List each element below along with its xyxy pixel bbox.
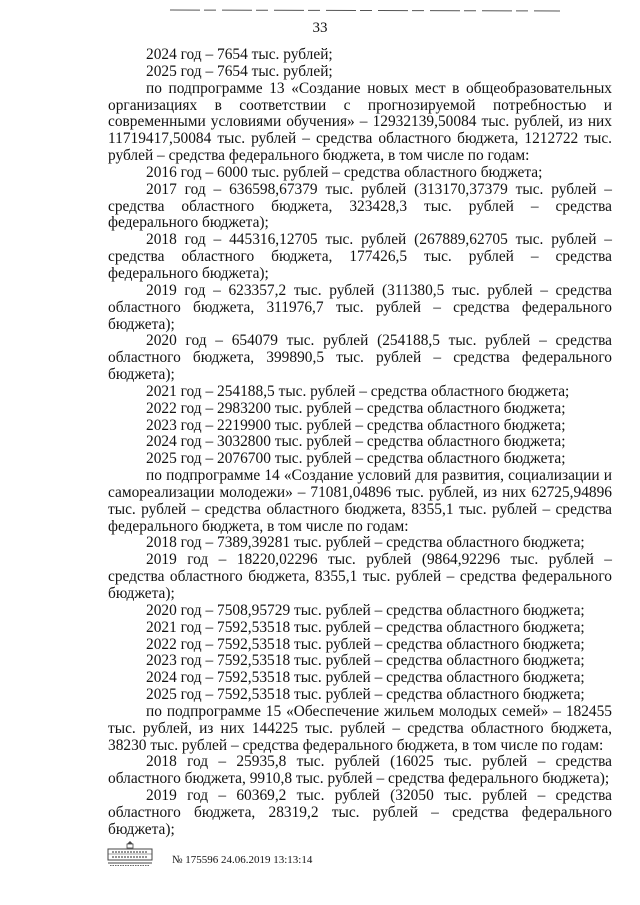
paragraph: 2020 год – 654079 тыс. рублей (254188,5 тыс. рублей – средства областного бюджета, 399890,5 тыс. рублей – средства федерального бюджета); [108, 332, 612, 384]
paragraph: 2019 год – 18220,02296 тыс. рублей (9864,92296 тыс. рублей – средства областного бюджета, 8355,1 тыс. рублей – средства федерального бюджета); [108, 551, 612, 602]
footer [106, 830, 406, 870]
document-body [108, 47, 612, 839]
paragraph: 2023 год – 2219900 тыс. рублей – средства областного бюджета; [146, 416, 566, 434]
page-number: 33 [312, 20, 328, 36]
paragraph: 2018 год – 25935,8 тыс. рублей (16025 тыс. рублей – средства областного бюджета, 9910,8 тыс. рублей – средства федерального бюджета); [108, 753, 612, 788]
paragraph: 2022 год – 7592,53518 тыс. рублей – средства областного бюджета; [146, 635, 585, 653]
paragraph: 2017 год – 636598,67379 тыс. рублей (313170,37379 тыс. рублей – средства областного бюджета, 323428,3 тыс. рублей – средства федерального бюджета); [108, 180, 612, 232]
paragraph: 2025 год – 2076700 тыс. рублей – средства областного бюджета; [146, 450, 566, 468]
paragraph: 2019 год – 623357,2 тыс. рублей (311380,5 тыс. рублей – средства областного бюджета, 311976,7 тыс. рублей – средства федерального бюджета); [108, 281, 612, 333]
paragraph: 2024 год – 7592,53518 тыс. рублей – средства областного бюджета; [146, 669, 585, 687]
document-id: № 175596 24.06.2019 13:13:14 [172, 854, 313, 866]
paragraph: по подпрограмме 15 «Обеспечение жильем молодых семей» – 182455 тыс. рублей, из них 144225 тыс. рублей – средства областного бюджета, 38230 тыс. рублей – средства федерального бюджета, в том числе по годам: [108, 702, 612, 754]
paragraph: по подпрограмме 13 «Создание новых мест в общеобразовательных организациях в соответствии с прогнозируемой потребностью и современными условиями обучения» – 12932139,50084 тыс. рублей, из них 11719417,50084 тыс. рублей – средства областного бюджета, 1212722 тыс. рублей – средства федерального бюджета, в том числе по годам: [108, 79, 612, 165]
paragraph: 2020 год – 7508,95729 тыс. рублей – средства областного бюджета; [146, 601, 585, 619]
paragraph: 2024 год – 7654 тыс. рублей; [146, 46, 333, 63]
paragraph: 2024 год – 3032800 тыс. рублей – средства областного бюджета; [146, 433, 566, 451]
paragraph: 2018 год – 7389,39281 тыс. рублей – средства областного бюджета; [146, 534, 585, 552]
paragraph: по подпрограмме 14 «Создание условий для развития, социализации и самореализации молодежи» – 71081,04896 тыс. рублей, из них 62725,94896 тыс. рублей – средства областного бюджета, 8355,1 тыс. рублей – средства федерального бюджета, в том числе по годам: [108, 467, 612, 535]
paragraph: 2018 год – 445316,12705 тыс. рублей (267889,62705 тыс. рублей – средства областного бюджета, 177426,5 тыс. рублей – средства федерального бюджета); [108, 231, 612, 282]
stamp-icon [106, 840, 154, 868]
paragraph: 2025 год – 7654 тыс. рублей; [146, 62, 333, 80]
paragraph: 2016 год – 6000 тыс. рублей – средства областного бюджета; [146, 163, 543, 181]
paragraph: 2025 год – 7592,53518 тыс. рублей – средства областного бюджета; [146, 686, 585, 704]
paragraph: 2021 год – 254188,5 тыс. рублей – средства областного бюджета; [146, 382, 570, 400]
paragraph: 2021 год – 7592,53518 тыс. рублей – средства областного бюджета; [146, 618, 585, 636]
scan-edge [0, 0, 640, 4]
paragraph: 2023 год – 7592,53518 тыс. рублей – средства областного бюджета; [146, 652, 585, 670]
paragraph: 2022 год – 2983200 тыс. рублей – средства областного бюджета; [146, 399, 566, 417]
paragraph: 2019 год – 60369,2 тыс. рублей (32050 тыс. рублей – средства областного бюджета, 28319,2 тыс. рублей – средства федерального бюджета); [108, 787, 612, 838]
